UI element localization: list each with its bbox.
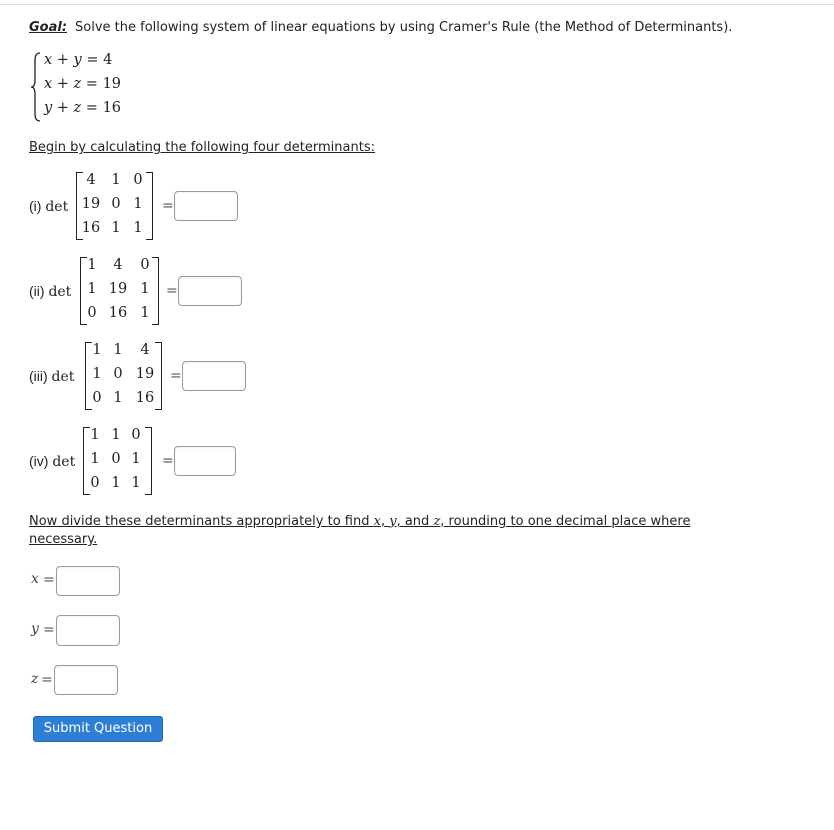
matrix-3-cell: 19 bbox=[135, 366, 155, 382]
determinant-label-1 bbox=[29, 198, 68, 215]
determinant-index-3: (iii) bbox=[29, 368, 48, 384]
matrix-4-cell: 1 bbox=[111, 427, 121, 443]
matrix-1-cell: 1 bbox=[133, 220, 143, 236]
solution-y-input[interactable] bbox=[56, 615, 120, 646]
matrix-2-cell: 16 bbox=[108, 305, 128, 321]
goal-label: Goal: bbox=[29, 20, 68, 35]
matrix-1-cell: 1 bbox=[111, 172, 121, 188]
matrix-4-cell: 0 bbox=[90, 475, 100, 491]
matrix-3-cell: 4 bbox=[140, 342, 150, 358]
solution-z-label: z bbox=[31, 671, 39, 687]
matrix-3-cell: 16 bbox=[135, 390, 155, 406]
determinant-row-3 bbox=[29, 342, 289, 422]
matrix-2-cell: 4 bbox=[113, 257, 123, 273]
equation-1-lhs: x + y bbox=[44, 52, 82, 68]
equation-3-lhs: y + z bbox=[44, 100, 82, 116]
equation-3: y + z = 16 bbox=[44, 100, 122, 116]
determinant-label-2 bbox=[29, 283, 71, 300]
matrix-1-cell: 4 bbox=[86, 172, 96, 188]
det-keyword-1: det bbox=[45, 199, 69, 215]
matrix-2-cell: 19 bbox=[108, 281, 128, 297]
matrix-2-cell: 1 bbox=[140, 305, 150, 321]
equals-sign-3: = bbox=[170, 368, 182, 384]
divide-instruction-part2: , rounding to one decimal place where necessary. bbox=[29, 514, 691, 547]
matrix-1-cell: 0 bbox=[133, 172, 143, 188]
matrix-3-cell: 1 bbox=[113, 342, 123, 358]
equation-2-lhs: x + z bbox=[44, 76, 82, 92]
divide-instruction-sep1: , bbox=[380, 514, 390, 529]
divide-instruction-var-x: x bbox=[373, 514, 381, 529]
divide-instruction-var-z: z bbox=[433, 514, 441, 529]
solution-z-equals: = bbox=[41, 672, 53, 688]
top-divider bbox=[0, 4, 834, 5]
matrix-3-right-bracket bbox=[155, 342, 162, 410]
matrix-2-cell: 1 bbox=[87, 257, 97, 273]
equation-3-rhs: 16 bbox=[102, 100, 122, 116]
matrix-2-cell: 0 bbox=[140, 257, 150, 273]
solution-z-input[interactable] bbox=[54, 665, 118, 695]
determinant-label-4 bbox=[29, 453, 75, 470]
equation-1-rhs: 4 bbox=[103, 52, 113, 68]
equals-sign-2: = bbox=[166, 283, 178, 299]
matrix-4-cell: 1 bbox=[131, 475, 141, 491]
matrix-3-cell: 1 bbox=[113, 390, 123, 406]
matrix-4 bbox=[83, 427, 153, 493]
matrix-2-right-bracket bbox=[152, 257, 159, 325]
equals-sign-1: = bbox=[162, 198, 174, 214]
matrix-4-cell: 1 bbox=[131, 451, 141, 467]
determinant-3-answer-input[interactable] bbox=[182, 361, 246, 391]
equation-2-rhs: 19 bbox=[102, 76, 122, 92]
solution-x-label: x bbox=[31, 571, 39, 587]
matrix-3-cell: 1 bbox=[92, 366, 102, 382]
equation-1: x + y = 4 bbox=[44, 52, 113, 68]
matrix-4-cell: 0 bbox=[131, 427, 141, 443]
divide-instruction-sep2: , and bbox=[396, 514, 434, 529]
matrix-3-cell: 0 bbox=[92, 390, 102, 406]
divide-instruction-var-y: y bbox=[389, 514, 397, 529]
matrix-3 bbox=[85, 342, 161, 408]
matrix-4-cell: 1 bbox=[111, 475, 121, 491]
matrix-4-cell: 0 bbox=[111, 451, 121, 467]
determinant-index-4: (iv) bbox=[29, 453, 49, 469]
solution-y-label: y bbox=[31, 621, 39, 637]
determinant-index-1: (i) bbox=[29, 198, 42, 214]
matrix-1-right-bracket bbox=[146, 172, 153, 240]
goal-statement bbox=[29, 20, 732, 35]
determinant-4-answer-input[interactable] bbox=[174, 446, 236, 476]
determinant-row-4 bbox=[29, 427, 289, 507]
submit-question-button[interactable]: Submit Question bbox=[33, 716, 163, 742]
determinant-label-3 bbox=[29, 368, 74, 385]
divide-instruction-part1: Now divide these determinants appropriately to find bbox=[29, 514, 374, 529]
matrix-3-cell: 1 bbox=[92, 342, 102, 358]
determinant-1-answer-input[interactable] bbox=[174, 191, 238, 221]
matrix-2-cell: 0 bbox=[87, 305, 97, 321]
equals-sign-4: = bbox=[162, 453, 174, 469]
matrix-1-cell: 19 bbox=[81, 196, 101, 212]
divide-instruction bbox=[29, 513, 719, 549]
matrix-1-cell: 16 bbox=[81, 220, 101, 236]
matrix-1-cell: 1 bbox=[111, 220, 121, 236]
matrix-4-cell: 1 bbox=[90, 427, 100, 443]
matrix-2-cell: 1 bbox=[87, 281, 97, 297]
matrix-2 bbox=[80, 257, 156, 323]
equation-2: x + z = 19 bbox=[44, 76, 122, 92]
matrix-1-cell: 0 bbox=[111, 196, 121, 212]
determinant-row-2 bbox=[29, 257, 289, 337]
matrix-1 bbox=[76, 172, 152, 238]
det-keyword-3: det bbox=[51, 369, 75, 385]
matrix-1-cell: 1 bbox=[133, 196, 143, 212]
matrix-4-right-bracket bbox=[145, 427, 152, 495]
solution-x-equals: = bbox=[43, 572, 55, 588]
goal-text: Solve the following system of linear equations by using Cramer's Rule (the Method of Determinants). bbox=[75, 20, 733, 35]
begin-instruction: Begin by calculating the following four determinants: bbox=[29, 140, 375, 155]
equation-system bbox=[30, 52, 170, 124]
det-keyword-4: det bbox=[52, 454, 76, 470]
left-brace-icon bbox=[30, 52, 42, 122]
matrix-4-cell: 1 bbox=[90, 451, 100, 467]
det-keyword-2: det bbox=[48, 284, 72, 300]
determinant-row-1 bbox=[29, 172, 289, 252]
determinant-index-2: (ii) bbox=[29, 283, 45, 299]
matrix-2-cell: 1 bbox=[140, 281, 150, 297]
matrix-3-cell: 0 bbox=[113, 366, 123, 382]
determinant-2-answer-input[interactable] bbox=[178, 276, 242, 306]
solution-y-equals: = bbox=[43, 622, 55, 638]
solution-x-input[interactable] bbox=[56, 566, 120, 596]
